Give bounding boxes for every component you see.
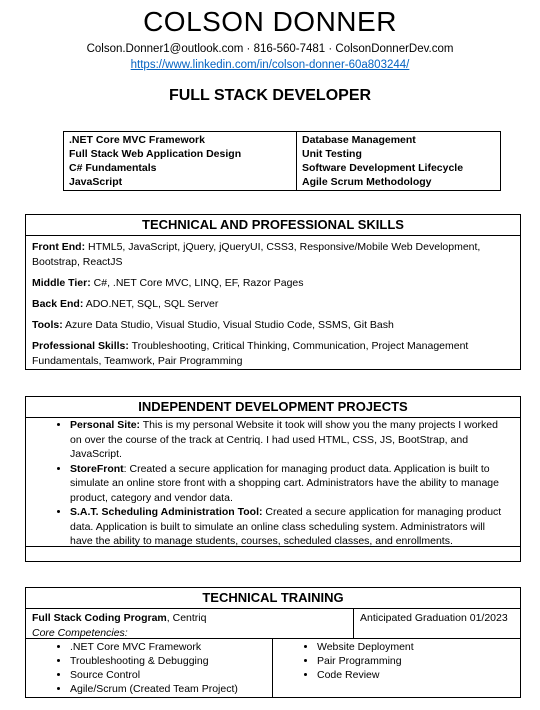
skill-label: Back End: bbox=[32, 298, 84, 310]
skill-row-tools bbox=[26, 318, 520, 333]
candidate-name: COLSON DONNER bbox=[143, 6, 397, 37]
competency-item: • .NET Core MVC Framework bbox=[70, 640, 272, 654]
skill-row-back-end bbox=[26, 297, 520, 312]
project-text: This is my personal Website it took will show you the many projects I worked on over the course of the track at Centriq. I had used HTML, CSS, JS, BootStrap, and JavaScript. bbox=[70, 419, 498, 460]
core-skill: JavaScript bbox=[69, 176, 123, 188]
program-school: , Centriq bbox=[166, 612, 207, 624]
project-item bbox=[70, 505, 508, 549]
competency-item: • Pair Programming bbox=[317, 654, 519, 668]
projects-list bbox=[26, 418, 520, 549]
core-skill: Unit Testing bbox=[302, 148, 362, 160]
skill-text: C#, .NET Core MVC, LINQ, EF, Razor Pages bbox=[90, 277, 304, 289]
skill-text: Troubleshooting, Critical Thinking, Communication, Project Management Fundamentals, Teamwork, Pair Programming bbox=[32, 340, 469, 367]
core-skill: Database Management bbox=[302, 134, 416, 146]
project-text: Created a secure application for managing product data. Application is built to simulate an online class scheduling system. Administrators will have the ability to manage students, courses, scheduled classes, and enrollments. bbox=[70, 506, 502, 547]
skill-label: Tools: bbox=[32, 319, 63, 331]
core-skill: Software Development Lifecycle bbox=[302, 162, 464, 174]
linkedin-link[interactable]: https://www.linkedin.com/in/colson-donner-60a803244/ bbox=[130, 59, 410, 71]
core-skill: Full Stack Web Application Design bbox=[69, 148, 242, 160]
job-title: FULL STACK DEVELOPER bbox=[168, 87, 372, 104]
projects-section bbox=[25, 396, 521, 562]
skill-label: Professional Skills: bbox=[32, 340, 129, 352]
project-label: S.A.T. Scheduling Administration Tool: bbox=[70, 506, 263, 518]
competency-item: • Source Control bbox=[70, 668, 272, 682]
competency-item: • Troubleshooting & Debugging bbox=[70, 654, 272, 668]
core-skills-right-cell bbox=[297, 132, 501, 191]
training-section-title: TECHNICAL TRAINING bbox=[26, 588, 520, 609]
contact-line: Colson.Donner1@outlook.com · 816-560-7481 · ColsonDonnerDev.com bbox=[86, 43, 454, 55]
competencies-right bbox=[273, 640, 519, 682]
project-label: StoreFront bbox=[70, 462, 124, 475]
competencies-left bbox=[26, 640, 272, 696]
core-skill: .NET Core MVC Framework bbox=[69, 134, 205, 146]
skill-row-front-end bbox=[26, 240, 520, 270]
skill-text: HTML5, JavaScript, jQuery, jQueryUI, CSS3, Responsive/Mobile Web Development, Bootstrap, ReactJS bbox=[32, 241, 481, 268]
core-skills-table bbox=[63, 131, 501, 191]
competency-item: • Agile/Scrum (Created Team Project) bbox=[70, 682, 272, 696]
project-item bbox=[70, 462, 508, 506]
projects-divider bbox=[26, 546, 520, 547]
competencies-label: Core Competencies: bbox=[32, 627, 128, 639]
skills-section-title: TECHNICAL AND PROFESSIONAL SKILLS bbox=[26, 215, 520, 236]
project-item bbox=[70, 418, 508, 462]
skills-section bbox=[25, 214, 521, 370]
training-section bbox=[25, 587, 521, 698]
skill-label: Middle Tier: bbox=[32, 277, 91, 289]
skill-text: Azure Data Studio, Visual Studio, Visual Studio Code, SSMS, Git Bash bbox=[62, 319, 394, 331]
core-skill: C# Fundamentals bbox=[69, 162, 157, 174]
graduation-date: Anticipated Graduation 01/2023 bbox=[360, 612, 508, 624]
projects-section-title: INDEPENDENT DEVELOPMENT PROJECTS bbox=[26, 397, 520, 418]
training-divider-top bbox=[353, 609, 354, 638]
project-label: Personal Site: bbox=[70, 419, 141, 431]
core-skill: Agile Scrum Methodology bbox=[302, 176, 432, 188]
training-row-divider bbox=[26, 638, 520, 639]
project-text: : Created a secure application for managing product data. Application is built to simulate an online store front with a shopping cart. Administrators have the ability to manage product, category and vendor data. bbox=[70, 462, 499, 504]
skill-text: ADO.NET, SQL, SQL Server bbox=[83, 298, 219, 310]
program-name: Full Stack Coding Program bbox=[32, 612, 167, 624]
competency-item: • Website Deployment bbox=[317, 640, 519, 654]
competency-item: • Code Review bbox=[317, 668, 519, 682]
core-skills-left-cell bbox=[64, 132, 297, 191]
skill-row-professional bbox=[26, 339, 520, 369]
skill-label: Front End: bbox=[32, 241, 86, 253]
skill-row-middle-tier bbox=[26, 276, 520, 291]
